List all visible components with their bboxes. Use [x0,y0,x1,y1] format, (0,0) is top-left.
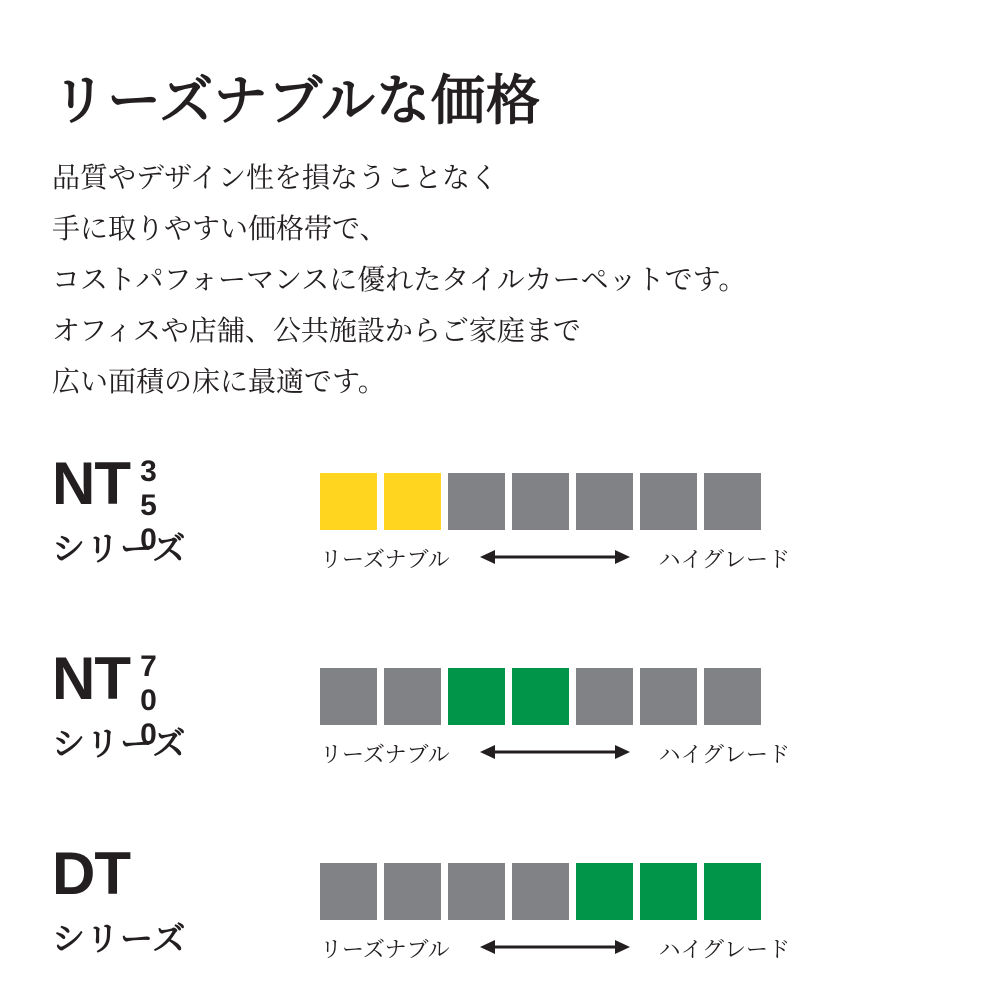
description-line: コストパフォーマンスに優れたタイルカーペットです。 [52,264,747,295]
swatch-empty [704,473,761,530]
series-number: 350 [131,455,165,557]
series-label [52,840,292,960]
swatch-empty [512,863,569,920]
series-row-nt350 [0,450,1000,605]
price-scale [320,863,790,961]
series-suffix: シリーズ [52,920,187,957]
swatch-empty [448,863,505,920]
double-arrow-icon [480,548,630,566]
swatch-row [320,473,790,530]
axis-left-label: リーズナブル [320,937,450,962]
series-number: 700 [131,650,165,752]
swatch-empty [512,473,569,530]
axis-right-label: ハイグレード [658,937,790,962]
swatch-filled [320,473,377,530]
axis-right-label: ハイグレード [658,547,790,572]
series-name: DT [52,840,130,907]
axis-left-label: リーズナブル [320,742,450,767]
swatch-empty [576,473,633,530]
description-paragraph [52,152,746,407]
series-label [52,645,292,765]
series-row-dt [0,840,1000,995]
series-label [52,450,292,570]
swatch-empty [320,863,377,920]
swatch-empty [384,668,441,725]
swatch-empty [576,668,633,725]
description-line: 広い面積の床に最適です。 [52,366,386,397]
swatch-filled [448,668,505,725]
swatch-empty [384,863,441,920]
description-line: オフィスや店舗、公共施設からご家庭まで [52,315,581,346]
swatch-empty [448,473,505,530]
double-arrow-icon [480,938,630,956]
price-scale [320,668,790,766]
description-line: 品質やデザイン性を損なうことなく [52,162,499,193]
description-line: 手に取りやすい価格帯で、 [52,213,388,244]
scale-axis [320,541,790,571]
swatch-filled [384,473,441,530]
swatch-row [320,668,790,725]
swatch-empty [704,668,761,725]
series-suffix: シリーズ [52,530,187,567]
axis-right-label: ハイグレード [658,742,790,767]
swatch-row [320,863,790,920]
series-row-nt700 [0,645,1000,800]
swatch-empty [640,473,697,530]
swatch-filled [512,668,569,725]
page-title: リーズナブルな価格 [52,71,542,131]
swatch-empty [320,668,377,725]
swatch-empty [640,668,697,725]
swatch-filled [640,863,697,920]
swatch-filled [704,863,761,920]
scale-axis [320,736,790,766]
axis-left-label: リーズナブル [320,547,450,572]
swatch-filled [576,863,633,920]
double-arrow-icon [480,743,630,761]
price-scale [320,473,790,571]
scale-axis [320,931,790,961]
series-suffix: シリーズ [52,725,187,762]
series-name: NT [52,645,130,712]
series-name: NT [52,450,130,517]
